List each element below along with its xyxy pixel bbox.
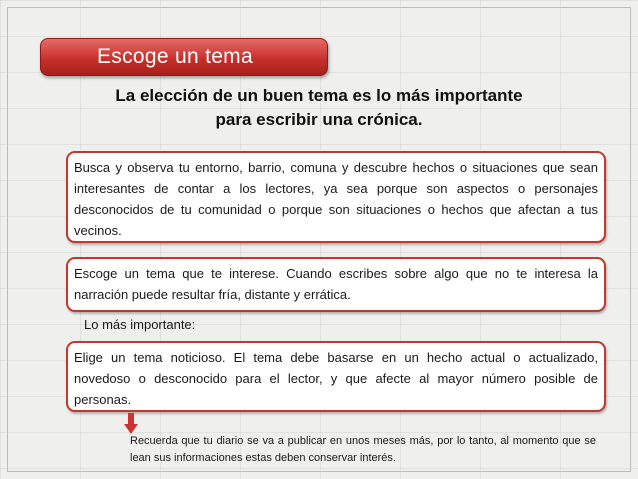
- newsworthy-topic-box: Elige un tema noticioso. El tema debe basarse en un hecho actual o actualizado, novedoso o desconocido para el lector, y que afecte al mayor número posible de personas.: [66, 341, 606, 412]
- choose-interest-box: Escoge un tema que te interese. Cuando escribes sobre algo que no te interesa la narración puede resultar fría, distante y errática.: [66, 257, 606, 312]
- observe-environment-box: Busca y observa tu entorno, barrio, comuna y descubre hechos o situaciones que sean interesantes de contar a los lectores, ya sea porque son aspectos o personajes desconocidos de tu comunidad o porque son situaciones o hechos que afectan a tus vecinos.: [66, 151, 606, 243]
- subtitle-line-2: para escribir una crónica.: [215, 110, 423, 129]
- reminder-note: Recuerda que tu diario se va a publicar en unos meses más, por lo tanto, al momento que se lean sus informaciones estas deben conservar interés.: [130, 435, 596, 464]
- slide-title: Escoge un tema: [40, 38, 328, 76]
- most-important-label: Lo más importante:: [84, 317, 196, 332]
- slide-subtitle: [88, 84, 550, 132]
- subtitle-line-1: La elección de un buen tema es lo más importante: [115, 86, 523, 105]
- arrow-down-icon: [124, 413, 138, 435]
